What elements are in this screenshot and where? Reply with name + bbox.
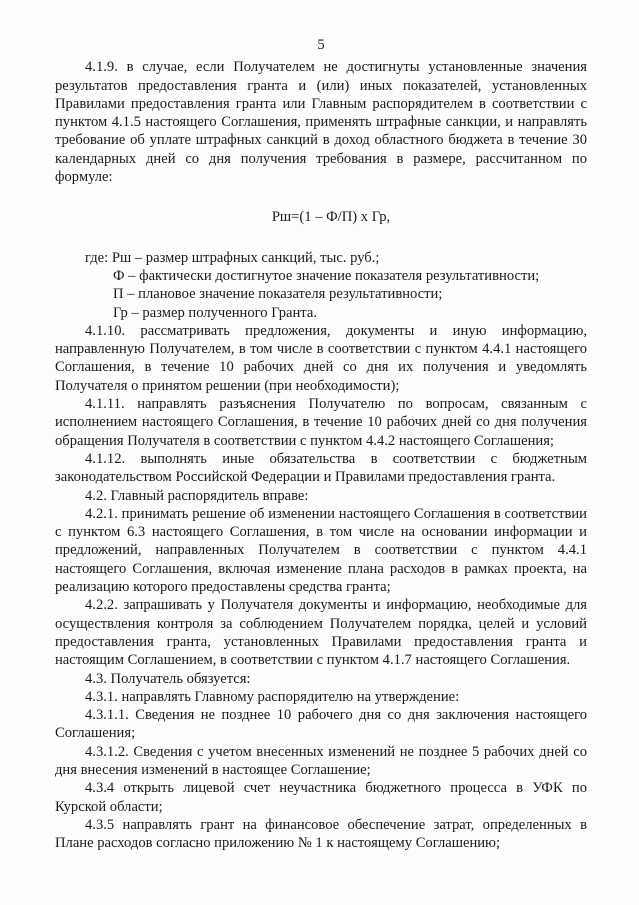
clause-4-1-9: 4.1.9. в случае, если Получателем не достигнуты установленные значения результатов предоставления гранта и (или) иных показателей, установленных Правилами предоставления гранта или Главным распорядителем в соответствии с пунктом 4.1.5 настоящего Соглашения, применять штрафные санкции, и направлять требование об уплате штрафных санкций в доход областного бюджета в течение 30 календарных дней со дня получения требования в размере, рассчитанном по формуле: (55, 59, 587, 186)
page-number: 5 (317, 37, 325, 53)
clause-4-2: 4.2. Главный распорядитель вправе: (85, 487, 309, 504)
clause-4-2-2: 4.2.2. запрашивать у Получателя документы и информацию, необходимые для осуществления контроля за соблюдением Получателем порядка, целей и условий предоставления гранта, установленных Правилами предоставления гранта и настоящим Соглашением, в соответствии с пунктом 4.1.7 настоящего Соглашения. (55, 597, 587, 669)
clause-4-1-12: 4.1.12. выполнять иные обязательства в соответствии с бюджетным законодательством Российской Федерации и Правилами предоставления гранта. (55, 450, 587, 486)
clause-4-3-1: 4.3.1. направлять Главному распорядителю на утверждение: (85, 688, 460, 705)
formula-legend-item: П – плановое значение показателя результативности; (113, 286, 443, 303)
clause-4-1-11: 4.1.11. направлять разъяснения Получателю по вопросам, связанным с исполнением настоящего Соглашения, в течение 10 рабочих дней со дня получения обращения Получателя в соответствии с пунктом 4.4.2 настоящего Соглашения; (55, 396, 587, 449)
formula-legend-lead: где: Рш – размер штрафных санкций, тыс. руб.; (85, 249, 380, 266)
clause-4-3-5: 4.3.5 направлять грант на финансовое обеспечение затрат, определенных в Плане расходов согласно приложению № 1 к настоящему Соглашению; (55, 816, 587, 852)
clause-4-2-1: 4.2.1. принимать решение об изменении настоящего Соглашения в соответствии с пунктом 6.3 настоящего Соглашения, в том числе на основании информации и предложений, направленных Получателем в соответствии с пунктом 4.4.1 настоящего Соглашения, включая изменение плана расходов в рамках проекта, на реализацию которого предоставлены средства гранта; (55, 505, 587, 596)
formula-legend-item: Гр – размер полученного Гранта. (113, 304, 317, 321)
clause-4-3-4: 4.3.4 открыть лицевой счет неучастника бюджетного процесса в УФК по Курской области; (55, 780, 587, 815)
penalty-formula: Рш=(1 – Ф/П) х Гр, (271, 209, 391, 226)
clause-4-3-1-1: 4.3.1.1. Сведения не позднее 10 рабочего дня со дня заключения настоящего Соглашения; (55, 707, 587, 742)
formula-legend-item: Ф – фактически достигнутое значение показателя результативности; (113, 267, 540, 284)
clause-4-3-1-2: 4.3.1.2. Сведения с учетом внесенных изменений не позднее 5 рабочих дней со дня внесения изменений в настоящее Соглашение; (55, 743, 587, 778)
clause-4-3: 4.3. Получатель обязуется: (85, 670, 251, 687)
clause-4-1-10: 4.1.10. рассматривать предложения, документы и иную информацию, направленную Получателем, в том числе в соответствии с пунктом 4.4.1 настоящего Соглашения, в течение 10 рабочих дней со дня их получения и уведомлять Получателя о принятом решении (при необходимости); (55, 322, 587, 394)
